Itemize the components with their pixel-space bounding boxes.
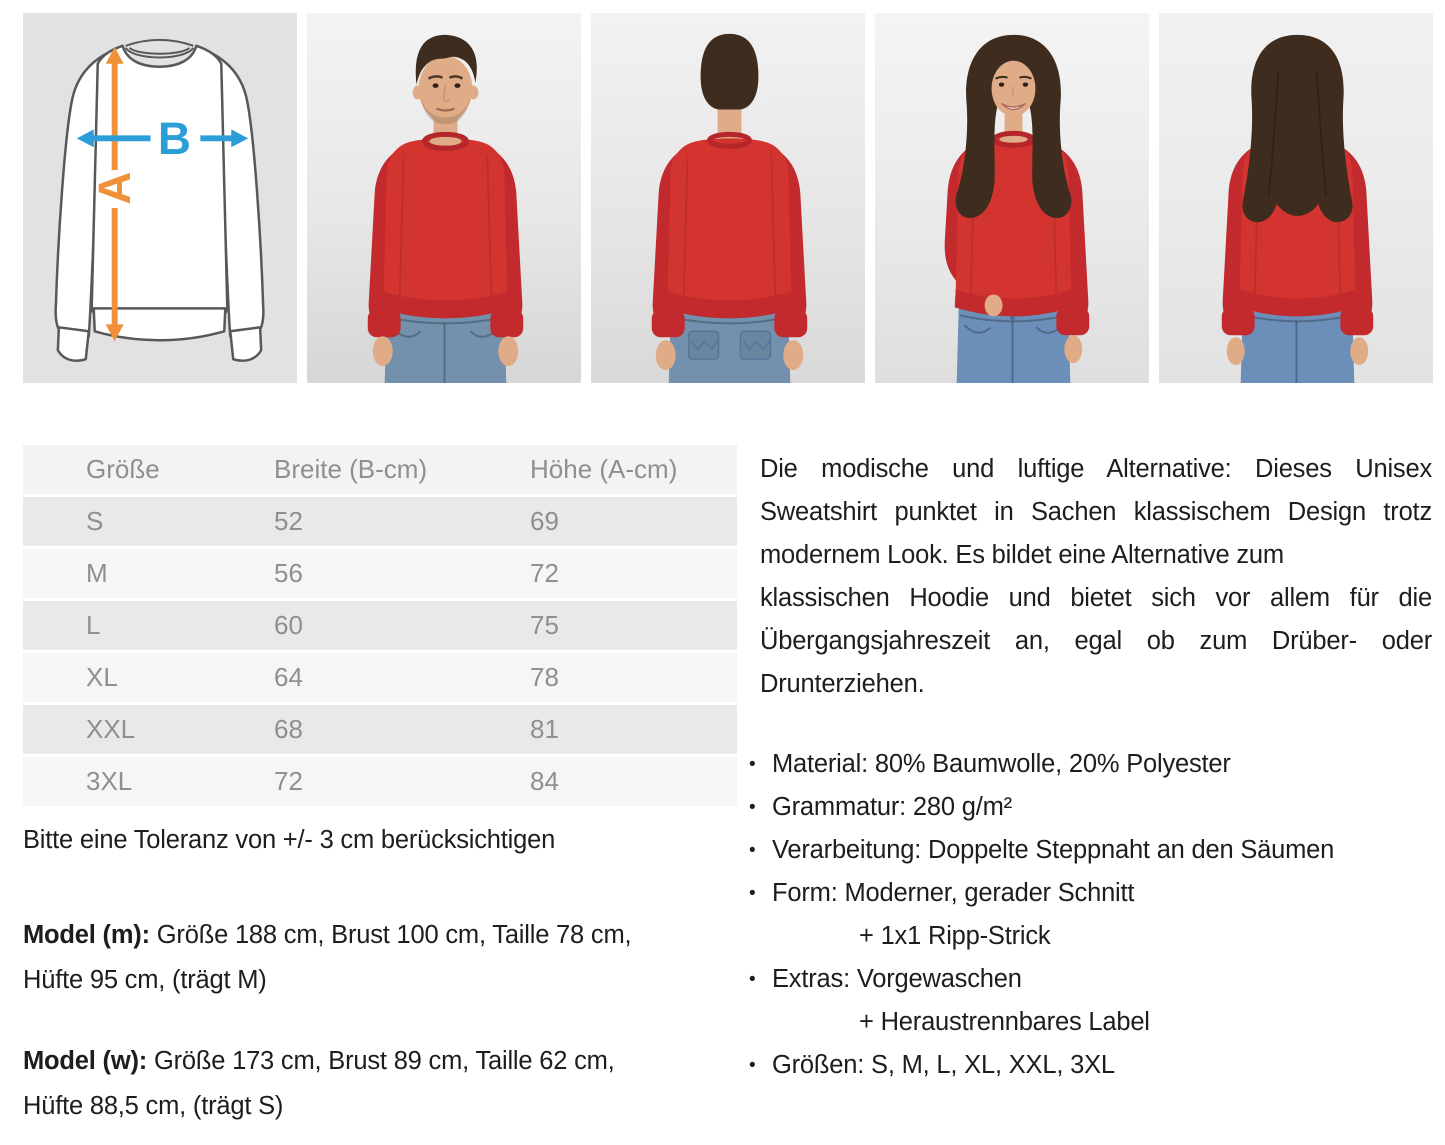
tolerance-note: Bitte eine Toleranz von +/- 3 cm berücksichtigen — [23, 826, 556, 854]
model-w-measurements: Größe 173 cm, Brust 89 cm, Taille 62 cm, — [147, 1047, 615, 1075]
table-row — [23, 653, 737, 702]
table-row — [23, 549, 737, 598]
column-header: Breite (B-cm) — [273, 445, 529, 494]
feature-item-continuation — [749, 915, 1435, 958]
column-header: Höhe (A-cm) — [529, 445, 737, 494]
feature-item — [749, 829, 1435, 872]
table-cell: 72 — [529, 549, 737, 598]
female-model-front-photo — [875, 13, 1149, 383]
table-row — [23, 705, 737, 754]
bullet-icon: • — [749, 1055, 756, 1076]
feature-item — [749, 872, 1435, 915]
size-diagram — [23, 13, 297, 383]
product-image-gallery — [0, 0, 1445, 383]
width-label: B — [157, 112, 191, 164]
table-row — [23, 601, 737, 650]
male-back-illustration — [591, 13, 865, 383]
description-line: modernem Look. Es bildet eine Alternative zum — [760, 541, 1284, 569]
column-header: Größe — [23, 445, 273, 494]
table-cell: S — [23, 497, 273, 546]
table-cell: 78 — [529, 653, 737, 702]
feature-item-continuation — [749, 1001, 1435, 1044]
description-line: Übergangsjahreszeit an, egal ob zum Drüber- oder — [760, 627, 1432, 655]
table-cell: XXL — [23, 705, 273, 754]
model-w-label: Model (w): — [23, 1047, 148, 1075]
bullet-icon: • — [749, 883, 756, 904]
female-front-illustration — [875, 13, 1149, 383]
size-table-body — [23, 497, 737, 806]
model-m-label: Model (m): — [23, 921, 150, 949]
size-diagram-drawing — [23, 13, 297, 383]
size-table-header-row — [23, 445, 737, 494]
bullet-icon: • — [749, 840, 756, 861]
description-paragraph — [760, 448, 1432, 706]
description-line: Die modische und luftige Alternative: Dieses Unisex — [760, 455, 1432, 483]
table-row — [23, 757, 737, 806]
height-label: A — [89, 171, 141, 205]
table-cell: 56 — [273, 549, 529, 598]
table-cell: 60 — [273, 601, 529, 650]
table-cell: 75 — [529, 601, 737, 650]
feature-text: Material: 80% Baumwolle, 20% Polyester — [772, 750, 1231, 778]
description-line: Sweatshirt punktet in Sachen klassischem Design trotz — [760, 498, 1432, 526]
feature-text: + Heraustrennbares Label — [859, 1008, 1150, 1036]
product-details — [0, 442, 1445, 1129]
male-model-front-photo — [307, 13, 581, 383]
model-m-info — [23, 913, 737, 1003]
feature-item — [749, 958, 1435, 1001]
feature-text: Grammatur: 280 g/m² — [772, 793, 1012, 821]
table-cell: L — [23, 601, 273, 650]
description-line: Drunterziehen. — [760, 670, 925, 698]
table-cell: 84 — [529, 757, 737, 806]
bullet-icon: • — [749, 969, 756, 990]
table-cell: XL — [23, 653, 273, 702]
table-cell: M — [23, 549, 273, 598]
table-cell: 68 — [273, 705, 529, 754]
bullet-icon: • — [749, 797, 756, 818]
features-list — [749, 743, 1435, 1087]
description-column — [749, 442, 1435, 1129]
table-row — [23, 497, 737, 546]
female-model-back-photo — [1159, 13, 1433, 383]
table-cell: 52 — [273, 497, 529, 546]
model-w-info — [23, 1039, 737, 1129]
bullet-icon: • — [749, 754, 756, 775]
feature-text: Extras: Vorgewaschen — [772, 965, 1022, 993]
feature-text: + 1x1 Ripp-Strick — [859, 922, 1051, 950]
feature-text: Form: Moderner, gerader Schnitt — [772, 879, 1135, 907]
feature-text: Größen: S, M, L, XL, XXL, 3XL — [772, 1051, 1115, 1079]
description-line: klassischen Hoodie und bietet sich vor allem für die — [760, 584, 1432, 612]
male-front-illustration — [307, 13, 581, 383]
model-m-measurements: Größe 188 cm, Brust 100 cm, Taille 78 cm, — [149, 921, 632, 949]
model-w-measurements-line2: Hüfte 88,5 cm, (trägt S) — [23, 1092, 284, 1120]
feature-item — [749, 743, 1435, 786]
model-m-measurements-line2: Hüfte 95 cm, (trägt M) — [23, 966, 267, 994]
feature-text: Verarbeitung: Doppelte Steppnaht an den Säumen — [772, 836, 1335, 864]
table-cell: 64 — [273, 653, 529, 702]
table-cell: 3XL — [23, 757, 273, 806]
size-info-column — [23, 442, 737, 1129]
feature-item — [749, 786, 1435, 829]
feature-item — [749, 1044, 1435, 1087]
size-table — [23, 442, 737, 809]
table-cell: 81 — [529, 705, 737, 754]
male-model-back-photo — [591, 13, 865, 383]
table-cell: 69 — [529, 497, 737, 546]
table-cell: 72 — [273, 757, 529, 806]
female-back-illustration — [1159, 13, 1433, 383]
